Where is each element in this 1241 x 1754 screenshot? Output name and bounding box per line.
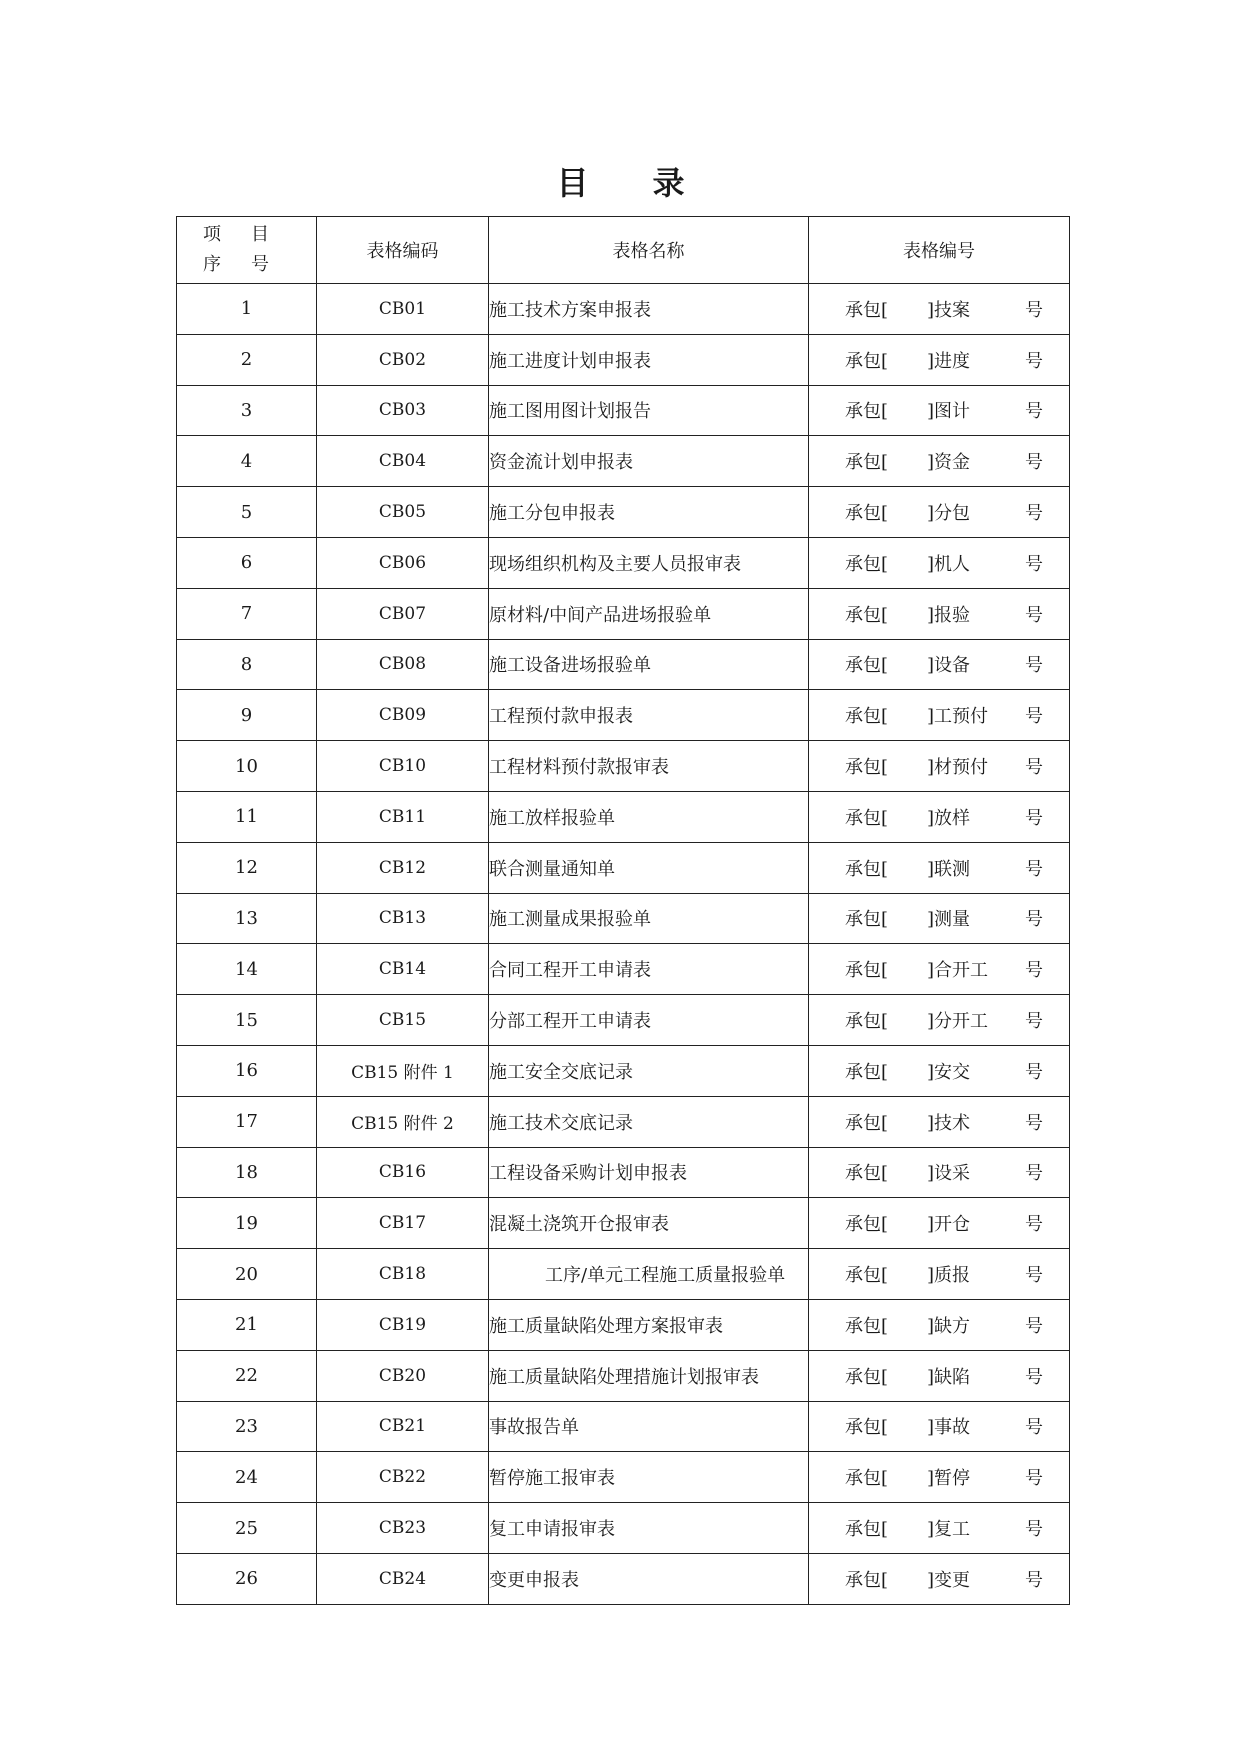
row-number <box>809 385 1070 436</box>
number-abbr: ]放样 <box>927 807 971 829</box>
number-abbr: ]报验 <box>927 604 971 626</box>
row-number <box>809 995 1070 1046</box>
number-abbr: ]设采 <box>927 1163 971 1185</box>
row-number <box>809 842 1070 893</box>
number-prefix: 承包[ <box>845 757 889 779</box>
row-code: CB21 <box>317 1401 489 1452</box>
number-abbr: ]联测 <box>927 858 971 880</box>
table-row <box>177 1452 1070 1503</box>
row-seq: 26 <box>177 1553 317 1604</box>
header-name: 表格名称 <box>489 217 809 284</box>
header-row <box>177 217 1070 284</box>
header-seq-top-right: 目 <box>251 224 269 245</box>
row-seq: 1 <box>177 284 317 335</box>
row-name: 施工安全交底记录 <box>489 1045 809 1096</box>
number-suffix: 号 <box>1025 1112 1043 1134</box>
table-row <box>177 1299 1070 1350</box>
row-name: 工程材料预付款报审表 <box>489 741 809 792</box>
row-seq: 13 <box>177 893 317 944</box>
row-seq: 6 <box>177 537 317 588</box>
row-seq: 21 <box>177 1299 317 1350</box>
table-row <box>177 690 1070 741</box>
number-suffix: 号 <box>1025 299 1043 321</box>
number-suffix: 号 <box>1025 604 1043 626</box>
row-code: CB15 附件 2 <box>317 1096 489 1147</box>
number-prefix: 承包[ <box>845 1315 889 1337</box>
number-suffix: 号 <box>1025 1417 1043 1439</box>
number-abbr: ]变更 <box>927 1569 971 1591</box>
header-seq <box>177 217 317 284</box>
number-suffix: 号 <box>1025 1468 1043 1490</box>
title-part-2: 录 <box>652 164 685 202</box>
number-abbr: ]分开工 <box>927 1011 989 1033</box>
row-name: 变更申报表 <box>489 1553 809 1604</box>
row-name: 复工申请报审表 <box>489 1503 809 1554</box>
row-code: CB10 <box>317 741 489 792</box>
table-row <box>177 1198 1070 1249</box>
number-prefix: 承包[ <box>845 960 889 982</box>
row-code: CB08 <box>317 639 489 690</box>
number-prefix: 承包[ <box>845 1061 889 1083</box>
number-prefix: 承包[ <box>845 604 889 626</box>
row-seq: 15 <box>177 995 317 1046</box>
row-seq: 14 <box>177 944 317 995</box>
number-prefix: 承包[ <box>845 1214 889 1236</box>
table-row <box>177 1147 1070 1198</box>
row-seq: 16 <box>177 1045 317 1096</box>
row-seq: 11 <box>177 791 317 842</box>
header-number: 表格编号 <box>809 217 1070 284</box>
row-seq: 23 <box>177 1401 317 1452</box>
number-suffix: 号 <box>1025 503 1043 525</box>
number-suffix: 号 <box>1025 909 1043 931</box>
row-number <box>809 436 1070 487</box>
header-code: 表格编码 <box>317 217 489 284</box>
number-suffix: 号 <box>1025 350 1043 372</box>
row-number <box>809 690 1070 741</box>
number-abbr: ]工预付 <box>927 706 989 728</box>
table-row <box>177 1096 1070 1147</box>
table-row <box>177 436 1070 487</box>
number-abbr: ]合开工 <box>927 960 989 982</box>
number-abbr: ]图计 <box>927 401 971 423</box>
row-number <box>809 334 1070 385</box>
row-number <box>809 1045 1070 1096</box>
number-suffix: 号 <box>1025 807 1043 829</box>
row-name: 资金流计划申报表 <box>489 436 809 487</box>
table-row <box>177 639 1070 690</box>
row-code: CB19 <box>317 1299 489 1350</box>
number-abbr: ]技案 <box>927 299 971 321</box>
number-abbr: ]机人 <box>927 553 971 575</box>
row-name: 施工进度计划申报表 <box>489 334 809 385</box>
row-name: 混凝土浇筑开仓报审表 <box>489 1198 809 1249</box>
table-row <box>177 334 1070 385</box>
number-abbr: ]进度 <box>927 350 971 372</box>
number-prefix: 承包[ <box>845 1417 889 1439</box>
row-name: 现场组织机构及主要人员报审表 <box>489 537 809 588</box>
row-seq: 12 <box>177 842 317 893</box>
row-code: CB06 <box>317 537 489 588</box>
number-prefix: 承包[ <box>845 1112 889 1134</box>
row-name: 分部工程开工申请表 <box>489 995 809 1046</box>
row-name: 施工技术方案申报表 <box>489 284 809 335</box>
row-number <box>809 537 1070 588</box>
table-row <box>177 791 1070 842</box>
row-code: CB04 <box>317 436 489 487</box>
row-seq: 25 <box>177 1503 317 1554</box>
number-abbr: ]资金 <box>927 452 971 474</box>
number-abbr: ]事故 <box>927 1417 971 1439</box>
row-code: CB15 附件 1 <box>317 1045 489 1096</box>
row-name: 原材料/中间产品进场报验单 <box>489 588 809 639</box>
number-suffix: 号 <box>1025 553 1043 575</box>
row-name: 施工质量缺陷处理方案报审表 <box>489 1299 809 1350</box>
table-row <box>177 1553 1070 1604</box>
number-suffix: 号 <box>1025 1214 1043 1236</box>
row-name: 施工技术交底记录 <box>489 1096 809 1147</box>
row-code: CB15 <box>317 995 489 1046</box>
title-part-1: 目 <box>556 164 589 202</box>
row-number <box>809 791 1070 842</box>
number-abbr: ]质报 <box>927 1265 971 1287</box>
number-suffix: 号 <box>1025 1011 1043 1033</box>
number-prefix: 承包[ <box>845 1265 889 1287</box>
number-prefix: 承包[ <box>845 858 889 880</box>
number-suffix: 号 <box>1025 706 1043 728</box>
table-row <box>177 588 1070 639</box>
number-abbr: ]开仓 <box>927 1214 971 1236</box>
number-abbr: ]暂停 <box>927 1468 971 1490</box>
row-name: 工程预付款申报表 <box>489 690 809 741</box>
row-number <box>809 1299 1070 1350</box>
number-prefix: 承包[ <box>845 401 889 423</box>
page-title <box>0 158 1241 208</box>
table-body <box>177 284 1070 1605</box>
row-name: 工程设备采购计划申报表 <box>489 1147 809 1198</box>
table-row <box>177 1350 1070 1401</box>
row-number <box>809 944 1070 995</box>
row-number <box>809 1198 1070 1249</box>
row-seq: 17 <box>177 1096 317 1147</box>
table-row <box>177 537 1070 588</box>
header-seq-bottom-left: 序 <box>203 254 221 275</box>
table-row <box>177 842 1070 893</box>
row-name: 暂停施工报审表 <box>489 1452 809 1503</box>
number-prefix: 承包[ <box>845 452 889 474</box>
row-seq: 10 <box>177 741 317 792</box>
row-name: 事故报告单 <box>489 1401 809 1452</box>
number-suffix: 号 <box>1025 401 1043 423</box>
number-abbr: ]安交 <box>927 1061 971 1083</box>
row-code: CB01 <box>317 284 489 335</box>
row-name: 施工测量成果报验单 <box>489 893 809 944</box>
number-suffix: 号 <box>1025 1061 1043 1083</box>
number-suffix: 号 <box>1025 1265 1043 1287</box>
number-suffix: 号 <box>1025 1519 1043 1541</box>
row-seq: 20 <box>177 1249 317 1300</box>
row-seq: 7 <box>177 588 317 639</box>
number-prefix: 承包[ <box>845 299 889 321</box>
number-suffix: 号 <box>1025 1163 1043 1185</box>
table-row <box>177 1249 1070 1300</box>
header-seq-bottom-right: 号 <box>251 254 269 275</box>
number-abbr: ]缺方 <box>927 1315 971 1337</box>
number-prefix: 承包[ <box>845 553 889 575</box>
catalog-table <box>176 216 1070 1605</box>
row-number <box>809 1096 1070 1147</box>
row-number <box>809 1249 1070 1300</box>
number-abbr: ]设备 <box>927 655 971 677</box>
row-name: 施工放样报验单 <box>489 791 809 842</box>
row-code: CB22 <box>317 1452 489 1503</box>
row-number <box>809 1452 1070 1503</box>
row-number <box>809 1147 1070 1198</box>
table-row <box>177 741 1070 792</box>
row-code: CB16 <box>317 1147 489 1198</box>
table-row <box>177 385 1070 436</box>
number-abbr: ]缺陷 <box>927 1366 971 1388</box>
table-row <box>177 284 1070 335</box>
number-prefix: 承包[ <box>845 909 889 931</box>
number-prefix: 承包[ <box>845 807 889 829</box>
row-number <box>809 1553 1070 1604</box>
table-row <box>177 944 1070 995</box>
row-code: CB24 <box>317 1553 489 1604</box>
header-seq-top-left: 项 <box>203 224 221 245</box>
row-number <box>809 1503 1070 1554</box>
row-code: CB20 <box>317 1350 489 1401</box>
row-number <box>809 741 1070 792</box>
row-name: 施工设备进场报验单 <box>489 639 809 690</box>
number-prefix: 承包[ <box>845 1366 889 1388</box>
row-number <box>809 639 1070 690</box>
row-seq: 18 <box>177 1147 317 1198</box>
number-prefix: 承包[ <box>845 1011 889 1033</box>
number-prefix: 承包[ <box>845 503 889 525</box>
number-prefix: 承包[ <box>845 1163 889 1185</box>
number-suffix: 号 <box>1025 1569 1043 1591</box>
row-name: 施工质量缺陷处理措施计划报审表 <box>489 1350 809 1401</box>
row-code: CB23 <box>317 1503 489 1554</box>
row-seq: 24 <box>177 1452 317 1503</box>
row-seq: 19 <box>177 1198 317 1249</box>
row-code: CB17 <box>317 1198 489 1249</box>
row-seq: 8 <box>177 639 317 690</box>
row-seq: 2 <box>177 334 317 385</box>
row-number <box>809 487 1070 538</box>
table-row <box>177 1503 1070 1554</box>
number-suffix: 号 <box>1025 960 1043 982</box>
row-code: CB13 <box>317 893 489 944</box>
row-number <box>809 893 1070 944</box>
number-suffix: 号 <box>1025 1366 1043 1388</box>
row-code: CB14 <box>317 944 489 995</box>
row-seq: 5 <box>177 487 317 538</box>
row-code: CB11 <box>317 791 489 842</box>
row-name: 施工分包申报表 <box>489 487 809 538</box>
row-number <box>809 1401 1070 1452</box>
number-abbr: ]技术 <box>927 1112 971 1134</box>
row-seq: 22 <box>177 1350 317 1401</box>
row-code: CB09 <box>317 690 489 741</box>
row-seq: 3 <box>177 385 317 436</box>
number-suffix: 号 <box>1025 858 1043 880</box>
row-code: CB02 <box>317 334 489 385</box>
row-code: CB03 <box>317 385 489 436</box>
number-abbr: ]分包 <box>927 503 971 525</box>
row-name: 工序/单元工程施工质量报验单 <box>489 1249 809 1300</box>
number-suffix: 号 <box>1025 655 1043 677</box>
number-abbr: ]复工 <box>927 1519 971 1541</box>
row-code: CB12 <box>317 842 489 893</box>
number-prefix: 承包[ <box>845 1569 889 1591</box>
table-row <box>177 1401 1070 1452</box>
table-row <box>177 995 1070 1046</box>
number-prefix: 承包[ <box>845 350 889 372</box>
table-row <box>177 487 1070 538</box>
row-name: 合同工程开工申请表 <box>489 944 809 995</box>
table-row <box>177 893 1070 944</box>
row-seq: 4 <box>177 436 317 487</box>
number-suffix: 号 <box>1025 757 1043 779</box>
row-seq: 9 <box>177 690 317 741</box>
row-number <box>809 588 1070 639</box>
number-abbr: ]材预付 <box>927 757 989 779</box>
row-name: 联合测量通知单 <box>489 842 809 893</box>
number-suffix: 号 <box>1025 1315 1043 1337</box>
row-code: CB18 <box>317 1249 489 1300</box>
number-abbr: ]测量 <box>927 909 971 931</box>
number-suffix: 号 <box>1025 452 1043 474</box>
number-prefix: 承包[ <box>845 1468 889 1490</box>
row-number <box>809 284 1070 335</box>
number-prefix: 承包[ <box>845 655 889 677</box>
row-code: CB07 <box>317 588 489 639</box>
number-prefix: 承包[ <box>845 1519 889 1541</box>
row-code: CB05 <box>317 487 489 538</box>
row-name: 施工图用图计划报告 <box>489 385 809 436</box>
table-row <box>177 1045 1070 1096</box>
row-number <box>809 1350 1070 1401</box>
number-prefix: 承包[ <box>845 706 889 728</box>
